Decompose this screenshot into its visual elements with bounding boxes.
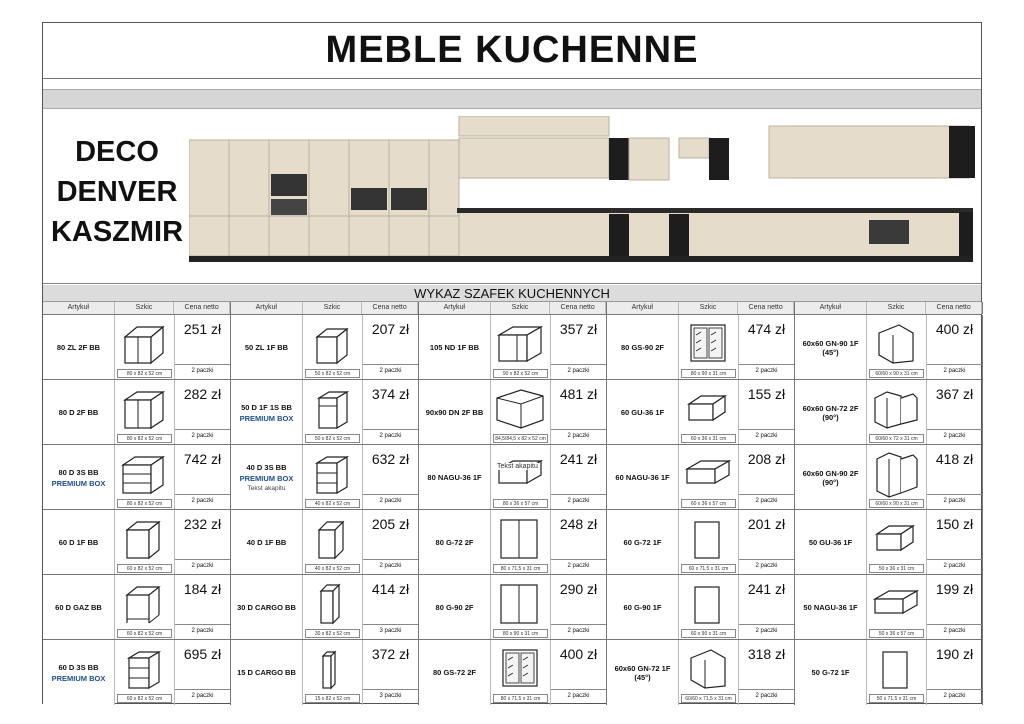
dimensions-label: 15 x 82 x 52 cm	[305, 694, 360, 703]
article-code: 80 D 2F BB	[58, 408, 99, 417]
dimensions-label: 30 x 82 x 52 cm	[305, 629, 360, 638]
article-cell	[419, 510, 491, 575]
column-header: Artykuł	[231, 302, 303, 314]
dimensions-label: 60/60 x 90 x 31 cm	[869, 369, 924, 378]
sketch-cell	[115, 315, 175, 380]
sketch-cell	[679, 575, 739, 640]
package-count: 2 paczki	[927, 624, 982, 638]
price-cell	[551, 510, 607, 575]
table-row	[43, 509, 981, 574]
sketch-cell	[115, 575, 175, 640]
article-cell	[795, 445, 867, 510]
net-price: 400 zł	[935, 321, 974, 337]
column-header-group	[43, 302, 231, 314]
dimensions-label: 80 x 36 x 57 cm	[493, 499, 548, 508]
sketch-cell	[115, 510, 175, 575]
article-code: 50 G-72 1F	[811, 668, 850, 677]
note-text: Tekst akapitu	[247, 485, 286, 492]
article-cell	[43, 315, 115, 380]
article-cell	[607, 640, 679, 705]
package-count: 2 paczki	[175, 364, 230, 378]
article-code: 60x60 GN-72 1F (45°)	[614, 663, 671, 682]
article-code: 60x60 GN-72 2F (90°)	[802, 403, 859, 422]
dimensions-label: 50 x 82 x 52 cm	[305, 434, 360, 443]
package-count: 2 paczki	[175, 689, 230, 703]
article-code: 80 G-72 2F	[435, 538, 474, 547]
sketch-cell	[679, 640, 739, 705]
dimensions-label: 84,5/84,5 x 82 x 52 cm	[493, 434, 548, 443]
package-count: 2 paczki	[175, 624, 230, 638]
net-price: 248 zł	[559, 516, 598, 532]
article-cell	[419, 315, 491, 380]
table-row	[43, 574, 981, 639]
price-cell	[551, 380, 607, 445]
net-price: 357 zł	[559, 321, 598, 337]
net-price: 418 zł	[935, 451, 974, 467]
column-header: Cena netto	[174, 302, 230, 314]
sketch-cell	[867, 380, 927, 445]
sketch-cell	[115, 640, 175, 705]
package-count: 2 paczki	[363, 364, 418, 378]
net-price: 208 zł	[747, 451, 786, 467]
article-cell	[43, 380, 115, 445]
article-code: 40 D 1F BB	[246, 538, 287, 547]
article-cell	[607, 445, 679, 510]
dimensions-label: 60 x 82 x 52 cm	[117, 629, 172, 638]
net-price: 199 zł	[935, 581, 974, 597]
package-count: 2 paczki	[739, 689, 794, 703]
price-cell	[927, 640, 983, 705]
package-count: 2 paczki	[551, 559, 606, 573]
package-count: 2 paczki	[551, 364, 606, 378]
sketch-cell	[491, 315, 551, 380]
article-cell	[607, 380, 679, 445]
package-count: 2 paczki	[363, 429, 418, 443]
dimensions-label: 50 x 82 x 52 cm	[305, 369, 360, 378]
net-price: 282 zł	[183, 386, 222, 402]
page-title: MEBLE KUCHENNE	[325, 29, 699, 71]
article-cell	[795, 575, 867, 640]
title-box	[43, 23, 981, 79]
article-cell	[795, 510, 867, 575]
dimensions-label: 60 x 71,5 x 31 cm	[681, 564, 736, 573]
brand-line-3: KASZMIR	[50, 216, 184, 248]
brand-line-2: DENVER	[56, 176, 178, 208]
net-price: 372 zł	[371, 646, 410, 662]
net-price: 201 zł	[747, 516, 786, 532]
article-code: 80 GS-72 2F	[433, 668, 476, 677]
package-count: 2 paczki	[551, 624, 606, 638]
dimensions-label: 40 x 82 x 52 cm	[305, 499, 360, 508]
column-header: Szkic	[867, 302, 927, 314]
article-cell	[231, 315, 303, 380]
sketch-cell	[867, 640, 927, 705]
price-cell	[551, 315, 607, 380]
article-cell	[607, 510, 679, 575]
net-price: 207 zł	[371, 321, 410, 337]
price-cell	[739, 315, 795, 380]
net-price: 414 zł	[371, 581, 410, 597]
sketch-cell	[115, 445, 175, 510]
package-count: 2 paczki	[927, 494, 982, 508]
sketch-cell	[491, 575, 551, 640]
sketch-cell	[867, 510, 927, 575]
net-price: 400 zł	[559, 646, 598, 662]
article-code: 40 D 3S BB	[246, 463, 287, 472]
article-code: 60 D 1F BB	[58, 538, 99, 547]
column-header: Cena netto	[362, 302, 418, 314]
package-count: 2 paczki	[927, 364, 982, 378]
sketch-cell	[867, 445, 927, 510]
dimensions-label: 90 x 82 x 52 cm	[493, 369, 548, 378]
table-row	[43, 639, 981, 704]
sketch-cell	[491, 445, 551, 510]
dimensions-label: 60 x 82 x 52 cm	[117, 694, 172, 703]
brand-block	[47, 132, 187, 252]
package-count: 2 paczki	[927, 429, 982, 443]
price-cell	[363, 445, 419, 510]
price-cell	[927, 510, 983, 575]
net-price: 232 zł	[183, 516, 222, 532]
net-price: 251 zł	[183, 321, 222, 337]
article-code: 60 G-90 1F	[623, 603, 662, 612]
table-row	[43, 314, 981, 379]
net-price: 742 zł	[183, 451, 222, 467]
price-cell	[363, 640, 419, 705]
package-count: 2 paczki	[739, 429, 794, 443]
column-header: Artykuł	[795, 302, 867, 314]
article-cell	[419, 575, 491, 640]
premium-box-label: PREMIUM BOX	[51, 673, 106, 683]
net-price: 150 zł	[935, 516, 974, 532]
sketch-cell	[867, 315, 927, 380]
dimensions-label: 80 x 82 x 52 cm	[117, 434, 172, 443]
sketch-cell	[303, 640, 363, 705]
article-code: 30 D CARGO BB	[237, 603, 296, 612]
dimensions-label: 60 x 90 x 31 cm	[681, 629, 736, 638]
net-price: 184 zł	[183, 581, 222, 597]
net-price: 190 zł	[935, 646, 974, 662]
price-cell	[927, 380, 983, 445]
price-cell	[175, 575, 231, 640]
article-code: 90x90 DN 2F BB	[425, 408, 484, 417]
table-row	[43, 379, 981, 444]
price-cell	[739, 380, 795, 445]
dimensions-label: 80 x 90 x 31 cm	[681, 369, 736, 378]
article-cell	[43, 640, 115, 705]
column-header: Cena netto	[926, 302, 982, 314]
dimensions-label: 60/60 x 72 x 31 cm	[869, 434, 924, 443]
premium-box-label: PREMIUM BOX	[239, 474, 294, 483]
net-price: 155 zł	[747, 386, 786, 402]
column-header: Szkic	[115, 302, 175, 314]
article-code: 105 ND 1F BB	[429, 343, 480, 352]
package-count: 3 paczki	[363, 624, 418, 638]
price-cell	[739, 575, 795, 640]
net-price: 367 zł	[935, 386, 974, 402]
price-sheet	[42, 22, 982, 704]
column-header: Cena netto	[738, 302, 794, 314]
article-code: 80 GS-90 2F	[621, 343, 664, 352]
column-header-group	[419, 302, 607, 314]
article-cell	[43, 510, 115, 575]
sketch-cell	[303, 315, 363, 380]
price-cell	[551, 575, 607, 640]
article-cell	[231, 575, 303, 640]
column-header: Artykuł	[43, 302, 115, 314]
article-code: 15 D CARGO BB	[237, 668, 296, 677]
article-cell	[419, 640, 491, 705]
price-cell	[175, 640, 231, 705]
overlay-text: Tekst akapitu	[497, 463, 538, 470]
article-cell	[231, 510, 303, 575]
column-header-group	[795, 302, 983, 314]
price-cell	[175, 380, 231, 445]
kitchen-render-image	[189, 116, 979, 266]
sketch-cell	[491, 380, 551, 445]
article-cell	[607, 575, 679, 640]
dimensions-label: 40 x 82 x 52 cm	[305, 564, 360, 573]
article-code: 50 GU-36 1F	[808, 538, 853, 547]
article-cell	[419, 445, 491, 510]
column-header: Szkic	[491, 302, 551, 314]
sketch-cell	[867, 575, 927, 640]
premium-box-label: PREMIUM BOX	[51, 478, 106, 488]
article-code: 60x60 GN-90 2F (90°)	[802, 468, 859, 487]
price-cell	[363, 315, 419, 380]
article-cell	[419, 380, 491, 445]
price-cell	[927, 575, 983, 640]
dimensions-label: 60 x 36 x 57 cm	[681, 499, 736, 508]
dimensions-label: 80 x 71,5 x 31 cm	[493, 564, 548, 573]
dimensions-label: 60/60 x 90 x 31 cm	[869, 499, 924, 508]
article-cell	[607, 315, 679, 380]
article-cell	[43, 445, 115, 510]
article-code: 80 D 3S BB	[58, 467, 99, 477]
article-cell	[795, 315, 867, 380]
article-code: 80 NAGU-36 1F	[427, 473, 482, 482]
dimensions-label: 80 x 82 x 52 cm	[117, 499, 172, 508]
column-header-group	[231, 302, 419, 314]
net-price: 474 zł	[747, 321, 786, 337]
package-count: 2 paczki	[175, 559, 230, 573]
price-cell	[739, 445, 795, 510]
article-code: 60 D 3S BB	[58, 662, 99, 672]
price-cell	[927, 315, 983, 380]
net-price: 241 zł	[559, 451, 598, 467]
net-price: 241 zł	[747, 581, 786, 597]
package-count: 2 paczki	[551, 429, 606, 443]
dimensions-label: 60 x 36 x 31 cm	[681, 434, 736, 443]
sketch-cell	[303, 510, 363, 575]
article-code: 60x60 GN-90 1F (45°)	[802, 338, 859, 357]
decor-band	[43, 89, 981, 109]
article-code: 80 G-90 2F	[435, 603, 474, 612]
article-cell	[795, 380, 867, 445]
price-cell	[551, 445, 607, 510]
price-cell	[739, 640, 795, 705]
package-count: 2 paczki	[927, 689, 982, 703]
net-price: 632 zł	[371, 451, 410, 467]
package-count: 2 paczki	[175, 494, 230, 508]
dimensions-label: 80 x 82 x 52 cm	[117, 369, 172, 378]
net-price: 290 zł	[559, 581, 598, 597]
price-cell	[363, 575, 419, 640]
package-count: 2 paczki	[551, 494, 606, 508]
net-price: 205 zł	[371, 516, 410, 532]
sketch-cell	[679, 445, 739, 510]
net-price: 318 zł	[747, 646, 786, 662]
price-cell	[175, 445, 231, 510]
package-count: 2 paczki	[739, 494, 794, 508]
article-cell	[43, 575, 115, 640]
brand-line-1: DECO	[75, 136, 159, 168]
package-count: 2 paczki	[739, 559, 794, 573]
package-count: 2 paczki	[363, 494, 418, 508]
table-row	[43, 444, 981, 509]
dimensions-label: 50 x 36 x 31 cm	[869, 564, 924, 573]
column-header: Szkic	[679, 302, 739, 314]
article-code: 60 GU-36 1F	[620, 408, 665, 417]
sketch-cell	[115, 380, 175, 445]
price-cell	[551, 640, 607, 705]
price-cell	[927, 445, 983, 510]
package-count: 2 paczki	[551, 689, 606, 703]
sketch-cell	[679, 510, 739, 575]
dimensions-label: 80 x 90 x 31 cm	[493, 629, 548, 638]
sketch-cell	[491, 640, 551, 705]
sketch-cell	[303, 380, 363, 445]
column-header: Szkic	[303, 302, 363, 314]
column-headers	[43, 302, 981, 314]
package-count: 2 paczki	[927, 559, 982, 573]
premium-box-label: PREMIUM BOX	[239, 413, 294, 423]
sketch-cell	[679, 315, 739, 380]
article-code: 80 ZL 2F BB	[56, 343, 101, 352]
hero-section	[43, 110, 981, 284]
net-price: 481 zł	[559, 386, 598, 402]
package-count: 2 paczki	[739, 364, 794, 378]
package-count: 2 paczki	[363, 559, 418, 573]
dimensions-label: 60/60 x 71,5 x 31 cm	[681, 694, 736, 703]
dimensions-label: 50 x 71,5 x 31 cm	[869, 694, 924, 703]
article-code: 50 ZL 1F BB	[244, 343, 289, 352]
article-code: 50 NAGU-36 1F	[803, 603, 858, 612]
cabinet-table	[43, 314, 981, 704]
article-cell	[231, 640, 303, 705]
article-code: 60 G-72 1F	[623, 538, 662, 547]
column-header: Artykuł	[419, 302, 491, 314]
article-cell	[231, 380, 303, 445]
price-cell	[739, 510, 795, 575]
column-header: Cena netto	[550, 302, 606, 314]
price-cell	[363, 510, 419, 575]
column-header: Artykuł	[607, 302, 679, 314]
article-cell	[795, 640, 867, 705]
sketch-cell	[303, 445, 363, 510]
price-cell	[175, 510, 231, 575]
article-code: 50 D 1F 1S BB	[241, 402, 292, 412]
dimensions-label: 60 x 82 x 52 cm	[117, 564, 172, 573]
article-cell	[231, 445, 303, 510]
sketch-cell	[679, 380, 739, 445]
article-code: 60 D GAZ BB	[55, 603, 102, 612]
package-count: 3 paczki	[363, 689, 418, 703]
package-count: 2 paczki	[175, 429, 230, 443]
sketch-cell	[491, 510, 551, 575]
list-title: WYKAZ SZAFEK KUCHENNYCH	[43, 285, 981, 302]
dimensions-label: 80 x 71,5 x 31 cm	[493, 694, 548, 703]
net-price: 695 zł	[183, 646, 222, 662]
article-code: 60 NAGU-36 1F	[615, 473, 670, 482]
price-cell	[175, 315, 231, 380]
price-cell	[363, 380, 419, 445]
sketch-cell	[303, 575, 363, 640]
dimensions-label: 50 x 36 x 57 cm	[869, 629, 924, 638]
package-count: 2 paczki	[739, 624, 794, 638]
column-header-group	[607, 302, 795, 314]
net-price: 374 zł	[371, 386, 410, 402]
